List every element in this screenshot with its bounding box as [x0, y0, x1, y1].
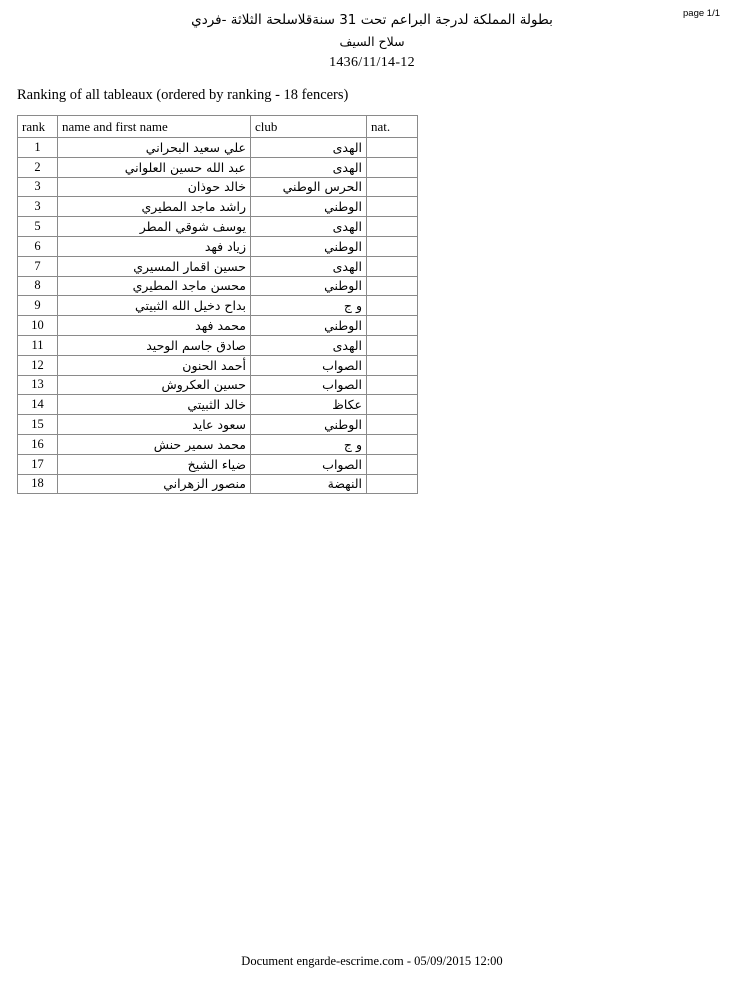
cell-club: الوطني: [251, 276, 367, 296]
cell-club: الهدى: [251, 157, 367, 177]
cell-rank: 17: [18, 454, 58, 474]
cell-club: الصواب: [251, 355, 367, 375]
cell-rank: 6: [18, 236, 58, 256]
cell-name: حسين العكروش: [58, 375, 251, 395]
table-row: [18, 415, 418, 435]
cell-name: زياد فهد: [58, 236, 251, 256]
cell-name: بداح دخيل الله الثبيتي: [58, 296, 251, 316]
cell-name: ضياء الشيخ: [58, 454, 251, 474]
cell-rank: 10: [18, 316, 58, 336]
column-header-club: club: [251, 116, 367, 138]
cell-rank: 8: [18, 276, 58, 296]
cell-name: خالد الثبيتي: [58, 395, 251, 415]
table-row: [18, 157, 418, 177]
cell-rank: 15: [18, 415, 58, 435]
cell-name: عبد الله حسين العلواني: [58, 157, 251, 177]
competition-title: بطولة المملكة لدرجة البراعم تحت 13 سنةقلاسلحة الثلاثة -فردي: [191, 12, 553, 28]
cell-club: الوطني: [251, 415, 367, 435]
cell-club: الهدى: [251, 217, 367, 237]
table-row: [18, 335, 418, 355]
cell-club: الهدى: [251, 335, 367, 355]
cell-name: حسين اقمار المسيري: [58, 256, 251, 276]
cell-nat: [367, 415, 418, 435]
table-row: [18, 236, 418, 256]
cell-name: صادق جاسم الوحيد: [58, 335, 251, 355]
cell-name: سعود عايد: [58, 415, 251, 435]
cell-club: الوطني: [251, 236, 367, 256]
cell-nat: [367, 177, 418, 197]
cell-name: أحمد الحنون: [58, 355, 251, 375]
table-row: [18, 316, 418, 336]
cell-nat: [367, 256, 418, 276]
cell-name: محمد فهد: [58, 316, 251, 336]
cell-nat: [367, 454, 418, 474]
cell-club: الهدى: [251, 256, 367, 276]
document-footer: Document engarde-escrime.com - 05/09/2015 12:00: [241, 954, 503, 968]
cell-name: علي سعيد البحراني: [58, 138, 251, 158]
event-date: 1436/11/14-12: [329, 55, 415, 71]
page-number: page 1/1: [683, 8, 720, 19]
column-header-nat: nat.: [367, 116, 418, 138]
cell-nat: [367, 217, 418, 237]
cell-nat: [367, 236, 418, 256]
cell-name: منصور الزهراني: [58, 474, 251, 494]
cell-nat: [367, 434, 418, 454]
cell-club: الصواب: [251, 375, 367, 395]
cell-rank: 12: [18, 355, 58, 375]
table-row: [18, 454, 418, 474]
cell-rank: 13: [18, 375, 58, 395]
cell-rank: 5: [18, 217, 58, 237]
cell-nat: [367, 316, 418, 336]
cell-nat: [367, 197, 418, 217]
cell-rank: 9: [18, 296, 58, 316]
cell-nat: [367, 138, 418, 158]
table-row: [18, 276, 418, 296]
cell-rank: 16: [18, 434, 58, 454]
cell-nat: [367, 276, 418, 296]
cell-name: محمد سمير حنش: [58, 434, 251, 454]
cell-rank: 7: [18, 256, 58, 276]
cell-nat: [367, 474, 418, 494]
cell-nat: [367, 157, 418, 177]
cell-nat: [367, 395, 418, 415]
cell-name: راشد ماجد المطيري: [58, 197, 251, 217]
table-row: [18, 256, 418, 276]
table-row: [18, 217, 418, 237]
table-row: [18, 296, 418, 316]
cell-name: خالد حوذان: [58, 177, 251, 197]
table-header-row: [18, 116, 418, 138]
weapon-label: سلاح السيف: [339, 34, 405, 50]
table-row: [18, 375, 418, 395]
cell-nat: [367, 335, 418, 355]
cell-rank: 3: [18, 177, 58, 197]
cell-club: و ج: [251, 296, 367, 316]
table-row: [18, 355, 418, 375]
column-header-name: name and first name: [58, 116, 251, 138]
ranking-caption: Ranking of all tableaux (ordered by ranking - 18 fencers): [17, 87, 349, 103]
cell-rank: 1: [18, 138, 58, 158]
cell-club: و ج: [251, 434, 367, 454]
table-row: [18, 474, 418, 494]
cell-rank: 11: [18, 335, 58, 355]
cell-rank: 18: [18, 474, 58, 494]
table-row: [18, 177, 418, 197]
cell-club: عكاظ: [251, 395, 367, 415]
column-header-rank: rank: [18, 116, 58, 138]
cell-nat: [367, 296, 418, 316]
cell-rank: 3: [18, 197, 58, 217]
cell-club: الحرس الوطني: [251, 177, 367, 197]
cell-name: محسن ماجد المطيري: [58, 276, 251, 296]
cell-name: يوسف شوقي المطر: [58, 217, 251, 237]
table-row: [18, 395, 418, 415]
cell-nat: [367, 355, 418, 375]
table-row: [18, 138, 418, 158]
cell-rank: 2: [18, 157, 58, 177]
cell-club: الصواب: [251, 454, 367, 474]
cell-club: الوطني: [251, 197, 367, 217]
cell-club: الهدى: [251, 138, 367, 158]
ranking-table: [17, 115, 418, 494]
table-row: [18, 197, 418, 217]
cell-club: النهضة: [251, 474, 367, 494]
cell-club: الوطني: [251, 316, 367, 336]
document-header: [0, 0, 744, 71]
cell-rank: 14: [18, 395, 58, 415]
table-row: [18, 434, 418, 454]
cell-nat: [367, 375, 418, 395]
